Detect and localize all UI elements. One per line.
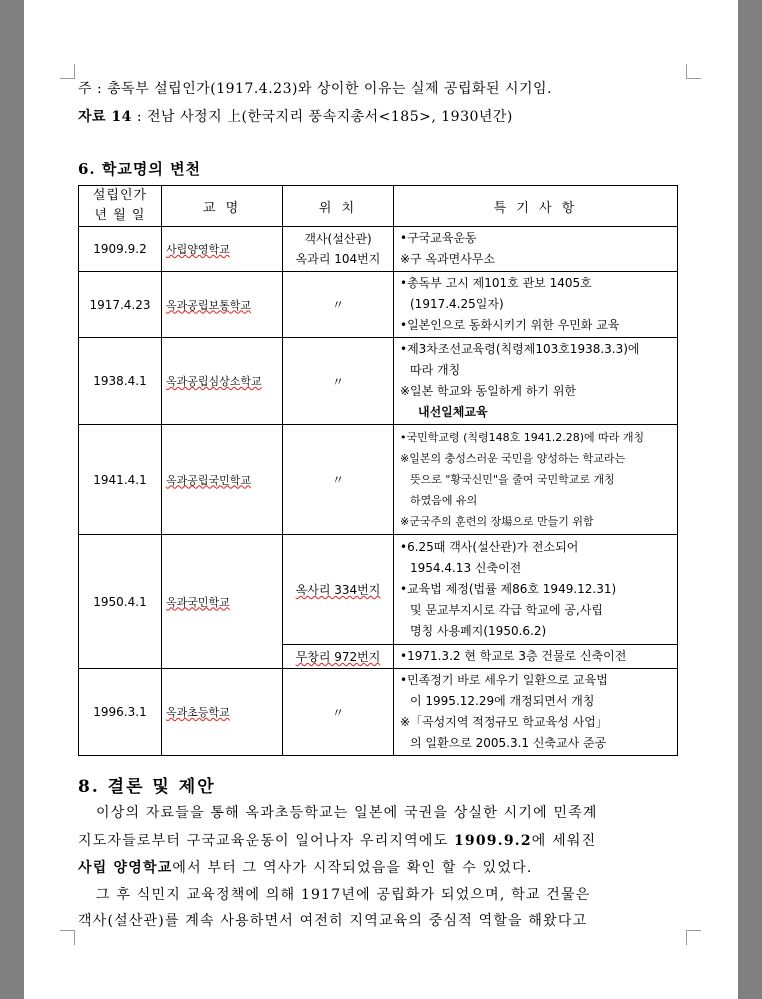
table-row (79, 425, 678, 535)
row-location: 〃 (283, 338, 394, 425)
row-notes: •1971.3.2 현 학교로 3층 건물로 신축이전 (394, 645, 678, 669)
row-date: 1941.4.1 (79, 425, 162, 535)
footnote-line: 주 : 총독부 설립인가(1917.4.23)와 상이한 이유는 실제 공립화된 시기임. (78, 81, 553, 97)
school-name-history-table (78, 185, 678, 756)
margin-corner-marker (60, 64, 75, 79)
row-location: 옥사리 334번지 (283, 535, 394, 645)
row-notes: •6.25때 객사(설산관)가 전소되어 1954.4.13 신축이전 •교육법 제정(법률 제86호 1949.12.31) 및 문교부지시로 각급 학교에 공,사립 명칭 사용폐지(1950.6.2) (394, 535, 678, 645)
row-notes: •구국교육운동 ※구 옥과면사무소 (394, 227, 678, 272)
source-label: 자료 14 (78, 109, 132, 125)
margin-corner-marker (686, 64, 701, 79)
row-school-name: 사립양영학교 (162, 227, 283, 272)
header-notes: 특 기 사 항 (394, 186, 678, 227)
window-right-border (738, 0, 762, 999)
paragraph-line: 사립 양영학교에서 부터 그 역사가 시작되었음을 확인 할 수 있었다. (78, 860, 533, 876)
row-location: 〃 (283, 425, 394, 535)
paragraph-line: 객사(설산관)를 계속 사용하면서 여전히 지역교육의 중심적 역할을 해왔다고 (78, 913, 588, 929)
table-header-row (79, 186, 678, 227)
row-date: 1909.9.2 (79, 227, 162, 272)
table-row (79, 227, 678, 272)
row-location: 무창리 972번지 (283, 645, 394, 669)
row-school-name: 옥과공립심상소학교 (162, 338, 283, 425)
section-6-title: 6. 학교명의 변천 (78, 160, 202, 178)
source-text: : 전남 사정지 上(한국지리 풍속지총서<185>, 1930년간) (131, 109, 513, 125)
table-row (79, 669, 678, 756)
header-date: 설립인가 년 월 일 (79, 186, 162, 227)
row-date: 1917.4.23 (79, 272, 162, 338)
paragraph-line: 지도자들로부터 구국교육운동이 일어나자 우리지역에도 1909.9.2에 세워진 (78, 833, 597, 849)
margin-corner-marker (60, 930, 75, 945)
row-location: 객사(설산관) 옥과리 104번지 (283, 227, 394, 272)
paragraph-line: 이상의 자료들을 통해 옥과초등학교는 일본에 국권을 상실한 시기에 민족계 (96, 805, 598, 821)
table-row (79, 338, 678, 425)
header-school-name: 교 명 (162, 186, 283, 227)
row-notes: •총독부 고시 제101호 관보 1405호 (1917.4.25일자) •일본인으로 동화시키기 위한 우민화 교육 (394, 272, 678, 338)
header-location: 위 치 (283, 186, 394, 227)
row-school-name: 옥과공립국민학교 (162, 425, 283, 535)
row-location: 〃 (283, 669, 394, 756)
section-8-title: 8. 결론 및 제안 (78, 777, 216, 797)
row-notes: •국민학교령 (칙령148호 1941.2.28)에 따라 개칭 ※일본의 충성스러운 국민을 양성하는 학교라는 뜻으로 "황국신민"을 줄여 국민학교로 개칭 하였음에 유의 ※군국주의 훈련의 장場으로 만들기 위함 (394, 425, 678, 535)
row-school-name: 옥과국민학교 (162, 535, 283, 669)
row-date: 1938.4.1 (79, 338, 162, 425)
table-row (79, 272, 678, 338)
row-date: 1996.3.1 (79, 669, 162, 756)
row-location: 〃 (283, 272, 394, 338)
row-school-name: 옥과공립보통학교 (162, 272, 283, 338)
row-date: 1950.4.1 (79, 535, 162, 669)
paragraph-line: 그 후 식민지 교육정책에 의해 1917년에 공립화가 되었으며, 학교 건물은 (96, 887, 591, 903)
row-notes: •제3차조선교육령(칙령제103호1938.3.3)에 따라 개칭 ※일본 학교와 동일하게 하기 위한 내선일체교육 (394, 338, 678, 425)
table-row (79, 535, 678, 645)
source-line (78, 106, 513, 126)
row-school-name: 옥과초등학교 (162, 669, 283, 756)
margin-corner-marker (686, 930, 701, 945)
row-notes: •민족정기 바로 세우기 일환으로 교육법 이 1995.12.29에 개정되면서 개칭 ※「곡성지역 적정규모 학교육성 사업」 의 일환으로 2005.3.1 신축교사 준공 (394, 669, 678, 756)
